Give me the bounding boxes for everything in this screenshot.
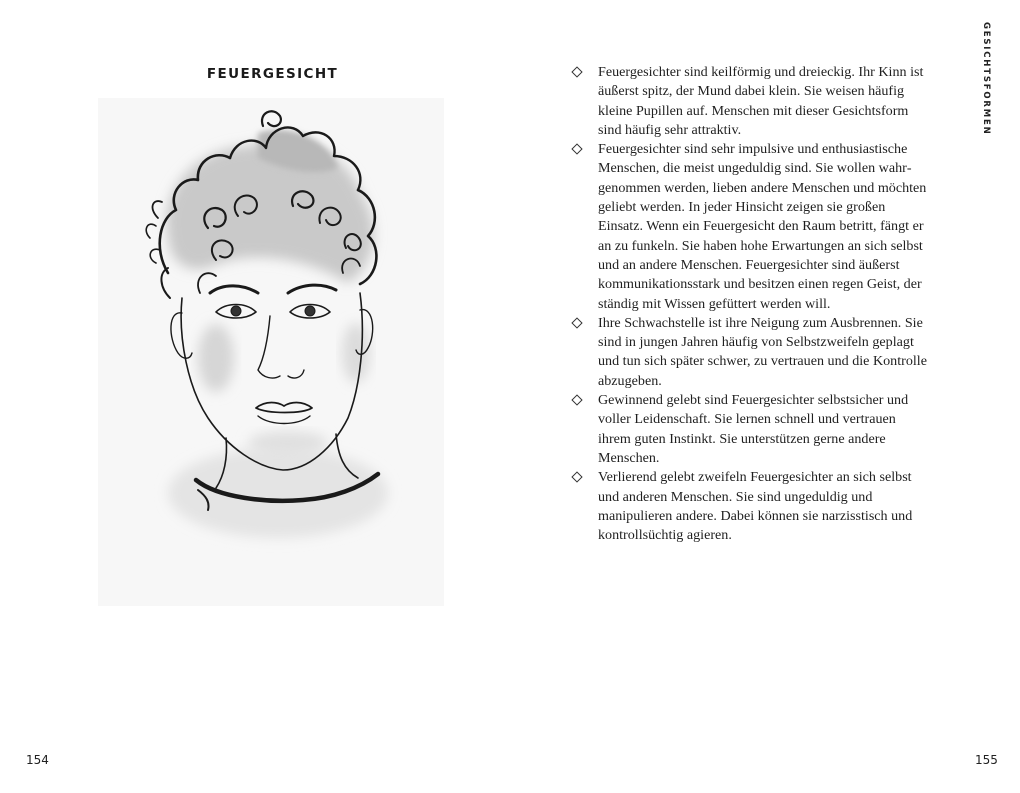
list-item-text: Verlierend gelebt zweifeln Feuergesichter an sich selbst und anderen Menschen. Sie sind ungeduldig und manipulieren andere. Dabei können sie narzisstisch und kontrollsüchtig agieren. (598, 469, 913, 544)
list-item-text: Feuergesichter sind sehr impulsive und enthusiastische Menschen, die meist ungeduldig sind. Sie wollen wahrgenommen werden, lieben andere Menschen und möchten geliebt werden. In jeder Hinsicht zeigen sie großen Einsatz. Wenn ein Feuergesicht den Raum betritt, fängt er an zu funkeln. Sie haben hohe Erwartungen an sich selbst und an andere Menschen. Feuergesichter sind äußerst kommunikationsstark und besitzen einen regen Geist, der ständig mit Wissen gefüttert werden will. (598, 141, 927, 312)
list-item-text: Ihre Schwachstelle ist ihre Neigung zum Ausbrennen. Sie sind in jungen Jahren häufig von Selbstzweifeln geplagt und tun sich später schwer, zu vertrauen und die Kontrolle abzugeben. (598, 314, 927, 389)
diamond-bullet-icon (571, 66, 582, 77)
list-item (572, 63, 932, 140)
diamond-bullet-icon (571, 394, 582, 405)
list-item (572, 140, 932, 314)
face-sketch-icon (98, 98, 444, 606)
diamond-bullet-icon (571, 472, 582, 483)
page-title: FEUERGESICHT (206, 66, 339, 82)
list-item (572, 468, 932, 545)
bullet-list (572, 63, 932, 545)
page-number-left: 154 (26, 753, 49, 767)
list-item (572, 314, 932, 391)
diamond-bullet-icon (571, 317, 582, 328)
list-item-text: Gewinnend gelebt sind Feuergesichter selbstsicher und voller Leidenschaft. Sie lernen schnell und vertrauen ihrem guten Instinkt. Sie unterstützen gerne andere Menschen. (598, 392, 909, 466)
page-number-right: 155 (975, 753, 998, 767)
diamond-bullet-icon (571, 144, 582, 155)
list-item-text: Feuergesichter sind keilförmig und dreieckig. Ihr Kinn ist äußerst spitz, der Mund dabei klein. Sie weisen häufig kleine Pupillen auf. Menschen mit dieser Gesichtsform sind häufig sehr attraktiv. (598, 64, 924, 138)
running-head: GESICHTSFORMEN (981, 22, 991, 136)
list-item (572, 391, 932, 468)
